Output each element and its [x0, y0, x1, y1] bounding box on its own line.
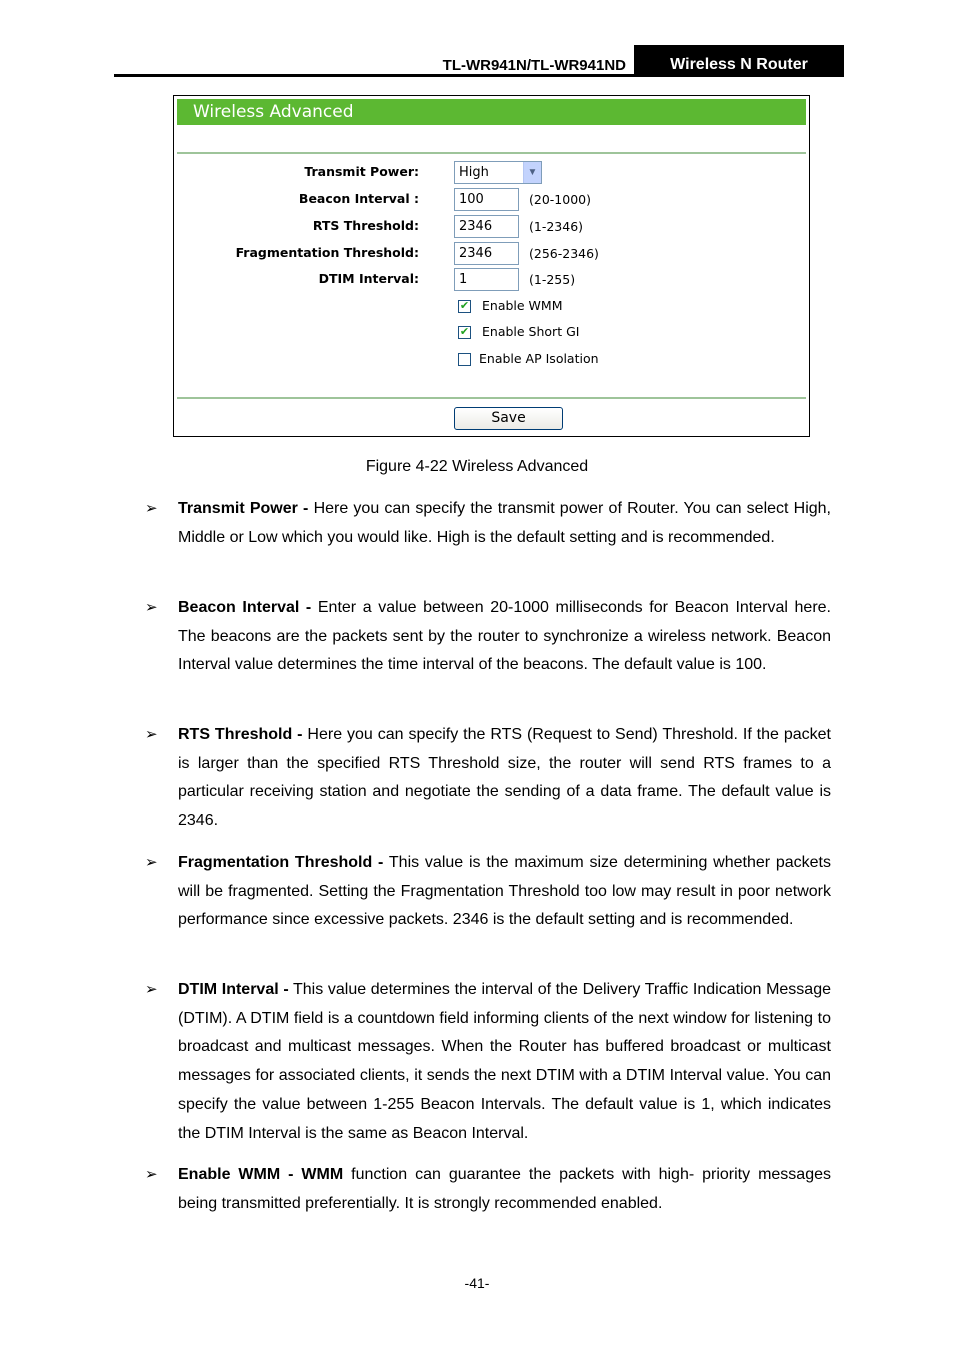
enable-short-gi-checkbox[interactable]: ✔ [459, 326, 470, 338]
list-item-fragmentation-threshold [178, 849, 831, 935]
description: This value is the maximum size determining whether packets will be fragmented. Setting the Fragmentation Threshold too low may result in poor network performance since excessive packets. 2346 is the default setting and is recommended. [178, 854, 832, 929]
list-item-rts-threshold [178, 721, 831, 836]
rts-threshold-label: RTS Threshold: [312, 218, 419, 233]
description: This value determines the interval of the Delivery Traffic Indication Message (DTIM). A DTIM field is a countdown field informing clients of the next window for listening to broadcast and multicast messages. When the Router has buffered broadcast or multicast messages for associated clients, it sends the next DTIM with a DTIM Interval value. You can specify the value between 1-255 Beacon Intervals. The default value is 1, which indicates the DTIM Interval is the same as Beacon Interval. [178, 981, 831, 1142]
term: RTS Threshold - [178, 726, 303, 743]
list-item-dtim-interval [178, 976, 831, 1148]
beacon-interval-label: Beacon Interval : [298, 191, 419, 206]
term: Enable WMM - WMM [178, 1166, 344, 1183]
description: function can guarantee the packets with high- priority messages being transmitted preferentially. It is strongly recommended enabled. [178, 1166, 832, 1212]
enable-ap-isolation-checkbox[interactable] [458, 353, 471, 366]
term: Fragmentation Threshold - [178, 854, 384, 871]
term: Beacon Interval - [178, 599, 312, 616]
bullet-arrow-icon: ➢ [145, 500, 158, 517]
rts-threshold-input[interactable]: 2346 [454, 215, 519, 238]
bullet-arrow-icon: ➢ [145, 1166, 158, 1183]
beacon-interval-range: (20-1000) [529, 192, 591, 207]
bullet-arrow-icon: ➢ [145, 981, 158, 998]
wireless-advanced-panel [173, 95, 810, 437]
save-button[interactable]: Save [454, 407, 563, 430]
rts-threshold-range: (1-2346) [529, 219, 584, 234]
panel-top-divider [177, 152, 806, 154]
description: Enter a value between 20-1000 milliseconds for Beacon Interval here. The beacons are the packets sent by the router to synchronize a wireless network. Beacon Interval value determines the time interval of the beacons. The default value is 100. [178, 599, 831, 674]
header-divider [114, 74, 634, 77]
dtim-interval-range: (1-255) [529, 272, 576, 287]
description: Here you can specify the RTS (Request to Send) Threshold. If the packet is larger than the specified RTS Threshold size, the router will send RTS frames to a particular receiving station and negotiate the sending of a data frame. The default value is 2346. [178, 726, 831, 830]
list-item-enable-wmm [178, 1161, 831, 1218]
description: Here you can specify the transmit power of Router. You can select High, Middle or Low which you would like. High is the default setting and is recommended. [178, 500, 832, 546]
fragmentation-threshold-label: Fragmentation Threshold: [235, 245, 419, 260]
enable-wmm-label: Enable WMM [482, 298, 563, 313]
transmit-power-select[interactable] [454, 161, 542, 184]
product-name-header: Wireless N Router [634, 45, 844, 77]
transmit-power-value: High [459, 165, 489, 180]
figure-caption: Figure 4-22 Wireless Advanced [365, 458, 589, 475]
chevron-down-icon[interactable]: ▼ [523, 162, 541, 183]
transmit-power-label: Transmit Power: [304, 164, 419, 179]
dtim-interval-input[interactable]: 1 [454, 268, 519, 291]
term: Transmit Power - [178, 500, 309, 517]
bullet-arrow-icon: ➢ [145, 599, 158, 616]
page-number: -41- [464, 1275, 490, 1291]
dtim-interval-label: DTIM Interval: [318, 271, 419, 286]
fragmentation-threshold-range: (256-2346) [529, 246, 599, 261]
beacon-interval-input[interactable]: 100 [454, 188, 519, 211]
bullet-arrow-icon: ➢ [145, 854, 158, 871]
list-item-beacon-interval [178, 594, 831, 680]
enable-wmm-checkbox[interactable]: ✔ [459, 300, 470, 312]
panel-title: Wireless Advanced [177, 99, 806, 125]
enable-short-gi-label: Enable Short GI [482, 324, 580, 339]
bullet-arrow-icon: ➢ [145, 726, 158, 743]
fragmentation-threshold-input[interactable]: 2346 [454, 242, 519, 265]
term: DTIM Interval - [178, 981, 289, 998]
enable-ap-isolation-label: Enable AP Isolation [479, 351, 599, 366]
panel-bottom-divider [177, 397, 806, 399]
document-model-header: TL-WR941N/TL-WR941ND [442, 57, 626, 74]
list-item-transmit-power [178, 495, 831, 552]
